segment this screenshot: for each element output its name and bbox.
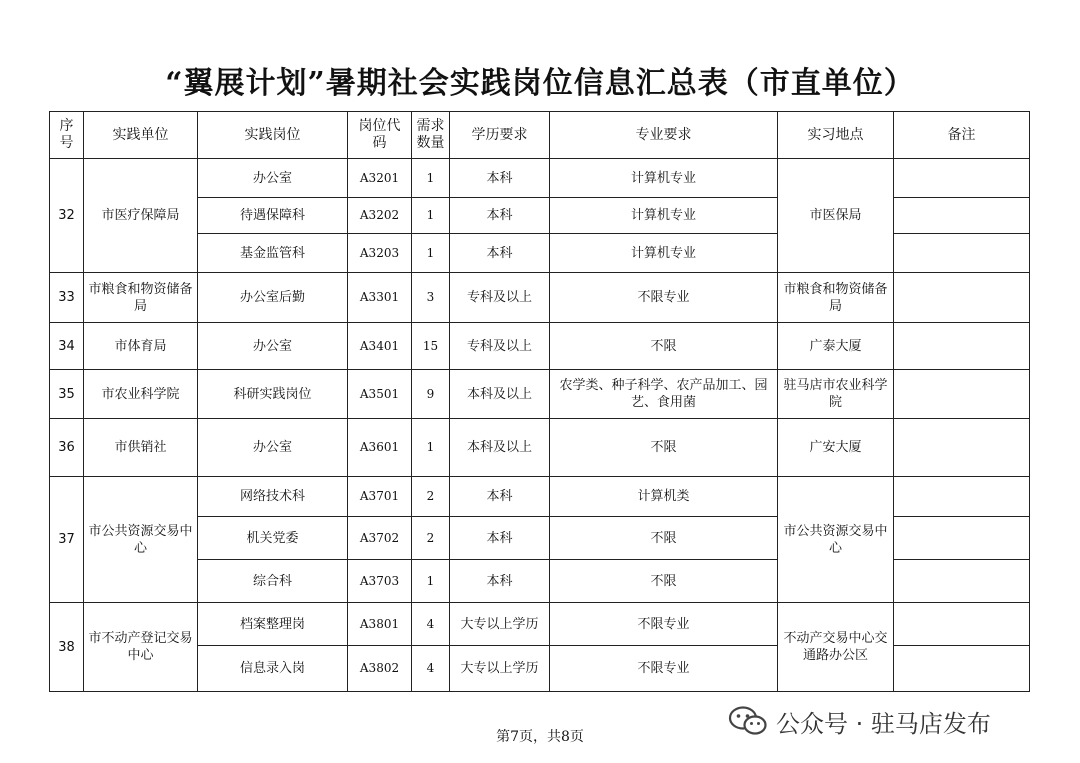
header-cell: 岗位代码 [348, 112, 412, 159]
code-cell: A3501 [348, 370, 412, 419]
table-row [50, 273, 1030, 323]
major-cell: 农学类、种子科学、农产品加工、园艺、食用菌 [550, 370, 778, 419]
watermark [728, 704, 991, 738]
remark-cell [894, 517, 1030, 560]
unit-cell: 市公共资源交易中心 [84, 477, 198, 603]
count-cell: 4 [412, 646, 450, 692]
edu-cell: 大专以上学历 [450, 646, 550, 692]
header-cell: 学历要求 [450, 112, 550, 159]
post-cell: 科研实践岗位 [198, 370, 348, 419]
header-cell: 序号 [50, 112, 84, 159]
count-cell: 3 [412, 273, 450, 323]
post-cell: 机关党委 [198, 517, 348, 560]
location-cell: 不动产交易中心交通路办公区 [778, 603, 894, 692]
edu-cell: 本科 [450, 234, 550, 273]
header-cell: 专业要求 [550, 112, 778, 159]
count-cell: 9 [412, 370, 450, 419]
code-cell: A3801 [348, 603, 412, 646]
edu-cell: 本科 [450, 159, 550, 198]
remark-cell [894, 323, 1030, 370]
code-cell: A3203 [348, 234, 412, 273]
code-cell: A3202 [348, 198, 412, 234]
post-cell: 信息录入岗 [198, 646, 348, 692]
table-row [50, 477, 1030, 517]
post-cell: 办公室 [198, 159, 348, 198]
code-cell: A3301 [348, 273, 412, 323]
table-row [50, 323, 1030, 370]
count-cell: 2 [412, 517, 450, 560]
positions-table [49, 111, 1030, 692]
edu-cell: 本科及以上 [450, 370, 550, 419]
count-cell: 1 [412, 419, 450, 477]
post-cell: 基金监管科 [198, 234, 348, 273]
watermark-text: 公众号 · 驻马店发布 [776, 709, 991, 738]
code-cell: A3601 [348, 419, 412, 477]
major-cell: 不限专业 [550, 603, 778, 646]
seq-cell: 37 [50, 477, 84, 603]
table-header-row [50, 112, 1030, 159]
header-cell: 实践单位 [84, 112, 198, 159]
count-cell: 2 [412, 477, 450, 517]
remark-cell [894, 273, 1030, 323]
post-cell: 网络技术科 [198, 477, 348, 517]
remark-cell [894, 477, 1030, 517]
edu-cell: 本科 [450, 560, 550, 603]
edu-cell: 本科 [450, 477, 550, 517]
unit-cell: 市农业科学院 [84, 370, 198, 419]
code-cell: A3702 [348, 517, 412, 560]
code-cell: A3701 [348, 477, 412, 517]
code-cell: A3703 [348, 560, 412, 603]
table-row [50, 419, 1030, 477]
count-cell: 1 [412, 198, 450, 234]
seq-cell: 35 [50, 370, 84, 419]
edu-cell: 本科及以上 [450, 419, 550, 477]
major-cell: 不限 [550, 560, 778, 603]
post-cell: 档案整理岗 [198, 603, 348, 646]
count-cell: 4 [412, 603, 450, 646]
seq-cell: 36 [50, 419, 84, 477]
location-cell: 广安大厦 [778, 419, 894, 477]
unit-cell: 市体育局 [84, 323, 198, 370]
remark-cell [894, 646, 1030, 692]
location-cell: 驻马店市农业科学院 [778, 370, 894, 419]
code-cell: A3802 [348, 646, 412, 692]
table-row [50, 159, 1030, 198]
seq-cell: 34 [50, 323, 84, 370]
major-cell: 不限 [550, 323, 778, 370]
code-cell: A3401 [348, 323, 412, 370]
table-row [50, 603, 1030, 646]
count-cell: 1 [412, 560, 450, 603]
post-cell: 待遇保障科 [198, 198, 348, 234]
unit-cell: 市医疗保障局 [84, 159, 198, 273]
unit-cell: 市不动产登记交易中心 [84, 603, 198, 692]
major-cell: 计算机类 [550, 477, 778, 517]
table-row [50, 370, 1030, 419]
remark-cell [894, 560, 1030, 603]
remark-cell [894, 234, 1030, 273]
page-number: 第7页，共8页 [496, 729, 584, 745]
seq-cell: 33 [50, 273, 84, 323]
major-cell: 不限专业 [550, 646, 778, 692]
count-cell: 1 [412, 234, 450, 273]
major-cell: 计算机专业 [550, 159, 778, 198]
major-cell: 计算机专业 [550, 234, 778, 273]
code-cell: A3201 [348, 159, 412, 198]
remark-cell [894, 419, 1030, 477]
location-cell: 市医保局 [778, 159, 894, 273]
major-cell: 计算机专业 [550, 198, 778, 234]
location-cell: 市粮食和物资储备局 [778, 273, 894, 323]
remark-cell [894, 198, 1030, 234]
location-cell: 广泰大厦 [778, 323, 894, 370]
edu-cell: 专科及以上 [450, 273, 550, 323]
unit-cell: 市粮食和物资储备局 [84, 273, 198, 323]
edu-cell: 大专以上学历 [450, 603, 550, 646]
header-cell: 实践岗位 [198, 112, 348, 159]
wechat-icon [728, 706, 768, 736]
header-cell: 需求数量 [412, 112, 450, 159]
major-cell: 不限 [550, 517, 778, 560]
remark-cell [894, 603, 1030, 646]
seq-cell: 38 [50, 603, 84, 692]
seq-cell: 32 [50, 159, 84, 273]
header-cell: 实习地点 [778, 112, 894, 159]
location-cell: 市公共资源交易中心 [778, 477, 894, 603]
remark-cell [894, 370, 1030, 419]
count-cell: 1 [412, 159, 450, 198]
post-cell: 办公室 [198, 323, 348, 370]
edu-cell: 本科 [450, 198, 550, 234]
remark-cell [894, 159, 1030, 198]
edu-cell: 专科及以上 [450, 323, 550, 370]
post-cell: 办公室后勤 [198, 273, 348, 323]
major-cell: 不限专业 [550, 273, 778, 323]
post-cell: 办公室 [198, 419, 348, 477]
unit-cell: 市供销社 [84, 419, 198, 477]
page-title: “翼展计划”暑期社会实践岗位信息汇总表（市直单位） [165, 66, 915, 101]
post-cell: 综合科 [198, 560, 348, 603]
major-cell: 不限 [550, 419, 778, 477]
edu-cell: 本科 [450, 517, 550, 560]
count-cell: 15 [412, 323, 450, 370]
header-cell: 备注 [894, 112, 1030, 159]
